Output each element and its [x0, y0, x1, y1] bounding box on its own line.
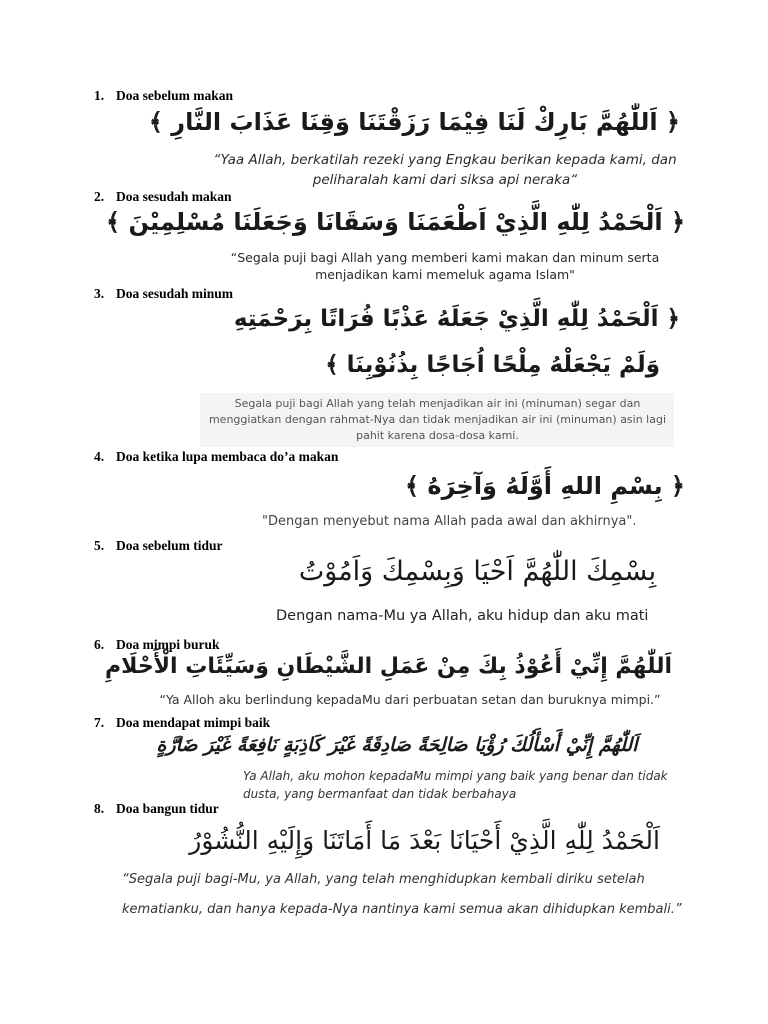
doa-arabic-1: ﴿ اَللّٰهُمَّ بَارِكْ لَنَا فِيْمَا رَزَقْتَنَا وَقِنَا عَذَابَ النَّارِ ﴾ — [148, 108, 680, 136]
doa-arabic-8: اَلْحَمْدُ لِلّٰهِ الَّذِيْ أَحْيَانَا بَعْدَ مَا أَمَاتَنَا وَإِلَيْهِ النُّشُوْرُ — [189, 826, 660, 855]
doa-title: Doa mimpi buruk — [116, 637, 220, 652]
doa-title: Doa bangun tidur — [116, 801, 219, 816]
doa-number: 3. — [94, 286, 105, 301]
doa-number: 5. — [94, 538, 105, 553]
doa-title: Doa sesudah makan — [116, 189, 232, 204]
doa-title: Doa sesudah minum — [116, 286, 234, 301]
doa-heading-4 — [94, 449, 338, 465]
doa-translation-4: "Dengan menyebut nama Allah pada awal dan akhirnya". — [262, 514, 637, 529]
doa-translation-5: Dengan nama-Mu ya Allah, aku hidup dan aku mati — [276, 608, 649, 624]
doa-arabic-2: ﴿ اَلْحَمْدُ لِلّٰهِ الَّذِيْ اَطْعَمَنَا وَسَقَانَا وَجَعَلَنَا مُسْلِمِيْنَ ﴾ — [106, 208, 685, 236]
doa-translation-6: “Ya Alloh aku berlindung kepadaMu dari perbuatan setan dan buruknya mimpi.” — [159, 692, 661, 707]
doa-heading-2 — [94, 189, 232, 205]
doa-translation-8a: “Segala puji bagi-Mu, ya Allah, yang telah menghidupkan kembali diriku setelah — [122, 872, 645, 887]
doa-arabic-5: بِسْمِكَ اللّٰهُمَّ اَحْيَا وَبِسْمِكَ وَاَمُوْتُ — [298, 556, 657, 587]
doa-arabic-7: اَللّٰهُمَّ إِنِّيْ أَسْأَلُكَ رُؤْيَا صَالِحَةً صَادِقَةً غَيْرَ كَاذِبَةٍ نَافِعَةً غَيْرَ ضَارَّةٍ — [156, 734, 638, 756]
doa-arabic-6: اَللّٰهُمَّ إِنِّيْ أَعُوْذُ بِكَ مِنْ عَمَلِ الشَّيْطَانِ وَسَيِّئَاتِ الْأَحْلَامِ — [104, 654, 672, 679]
doa-number: 1. — [94, 88, 105, 103]
doa-translation-8b: kematianku, dan hanya kepada-Nya nantinya kami semua akan dihidupkan kembali.” — [122, 902, 682, 917]
doa-title: Doa sebelum tidur — [116, 538, 223, 553]
doa-title: Doa sebelum makan — [116, 88, 234, 103]
doa-heading-3 — [94, 286, 233, 302]
doa-title: Doa mendapat mimpi baik — [116, 715, 271, 730]
doa-heading-8 — [94, 801, 219, 817]
doa-translation-7: Ya Allah, aku mohon kepadaMu mimpi yang baik yang benar dan tidak dusta, yang bermanfaat dan tidak berbahaya — [243, 769, 668, 801]
doa-arabic-4: ﴿ بِسْمِ اللهِ أَوَّلَهُ وَآخِرَهُ ﴾ — [405, 472, 685, 500]
doa-translation-3: Segala puji bagi Allah yang telah menjadikan air ini (minuman) segar dan menggiatkan dengan rahmat-Nya dan tidak menjadikan air ini (minuman) asin lagi pahit karena dosa-dosa kami. — [208, 397, 667, 442]
doa-title: Doa ketika lupa membaca do’a makan — [116, 449, 339, 464]
doa-arabic-3a: ﴿ اَلْحَمْدُ لِلّٰهِ الَّذِيْ جَعَلَهُ عَذْبًا فُرَاتًا بِرَحْمَتِهِ — [233, 306, 680, 332]
doa-number: 2. — [94, 189, 105, 204]
doa-translation-2: “Segala puji bagi Allah yang memberi kami makan dan minum serta menjadikan kami memeluk agama Islam" — [230, 250, 660, 282]
doa-heading-1 — [94, 88, 233, 104]
doa-heading-5 — [94, 538, 223, 554]
doa-translation-1: “Yaa Allah, berkatilah rezeki yang Engkau berikan kepada kami, dan peliharalah kami dari siksa api neraka“ — [213, 152, 677, 188]
doa-heading-7 — [94, 715, 270, 731]
doa-number: 6. — [94, 637, 105, 652]
doa-arabic-3b: وَلَمْ يَجْعَلْهُ مِلْحًا اُجَاجًا بِذُنُوْبِنَا ﴾ — [325, 352, 660, 378]
doa-heading-6 — [94, 637, 220, 653]
doa-number: 8. — [94, 801, 105, 816]
doa-number: 4. — [94, 449, 105, 464]
doa-number: 7. — [94, 715, 105, 730]
